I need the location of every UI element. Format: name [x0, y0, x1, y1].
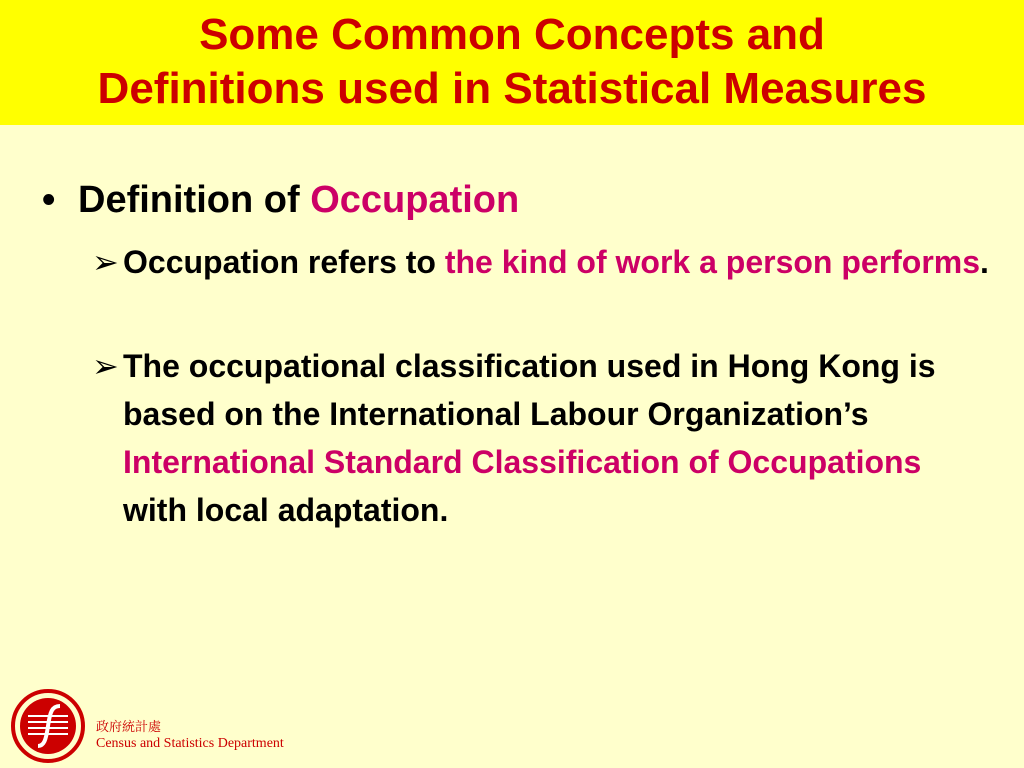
bullet-dot-icon: •: [42, 179, 56, 221]
bullet-definition: [42, 176, 519, 224]
sub-item-text: [123, 342, 992, 534]
sub-item-part2: with local adaptation.: [123, 492, 449, 528]
sub-item-classification: [92, 342, 992, 534]
sub-item-part1: Occupation refers to: [123, 244, 445, 280]
sub-item-part2: .: [980, 244, 989, 280]
title-bar: [0, 0, 1024, 125]
sub-item-part1: The occupational classification used in Hong Kong is based on the International Labour Organization’s: [123, 348, 936, 432]
sub-item-highlight: the kind of work a person performs: [444, 244, 981, 280]
footer-department-en: Census and Statistics Department: [96, 736, 284, 751]
bullet-prefix: Definition of: [78, 179, 311, 221]
slide-title-line-2: Definitions used in Statistical Measures: [97, 64, 927, 113]
sub-item-occupation-refers: [92, 238, 992, 286]
sub-item-highlight: International Standard Classification of Occupations: [123, 444, 922, 480]
arrow-bullet-icon: ➢: [92, 348, 119, 384]
footer-department-zh: 政府統計處: [96, 720, 162, 735]
arrow-bullet-icon: ➢: [92, 244, 119, 280]
slide-title-line-1: Some Common Concepts and: [199, 10, 825, 59]
footer: [8, 688, 348, 760]
census-statistics-logo-icon: [8, 688, 88, 764]
bullet-highlight: Occupation: [310, 179, 520, 221]
sub-item-text: [123, 238, 992, 286]
